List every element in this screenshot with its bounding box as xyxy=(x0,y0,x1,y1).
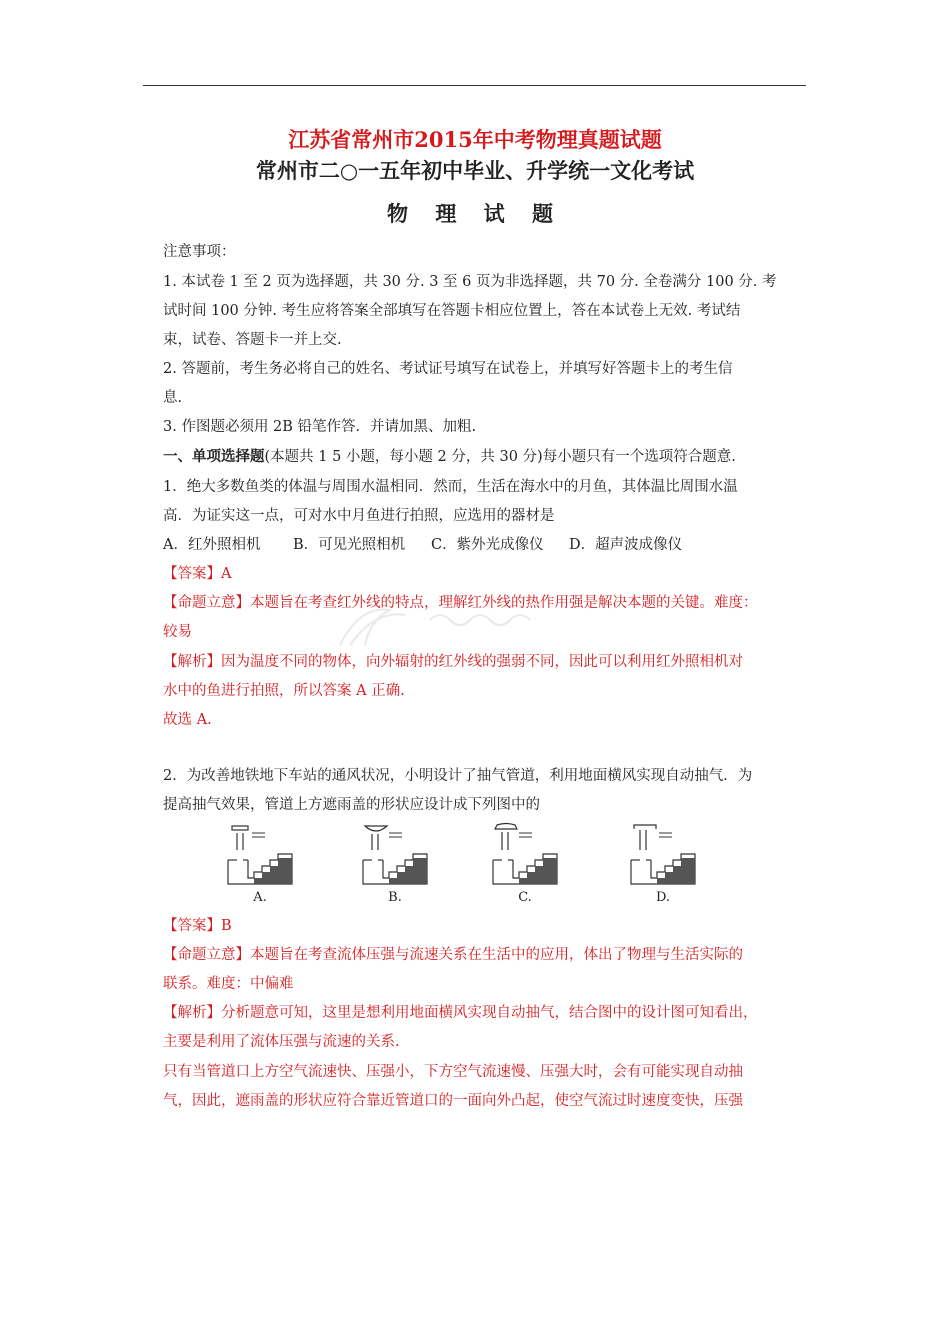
q1-intent-line-2: 较易 xyxy=(163,624,192,640)
q2-line-1: 2．为改善地铁地下车站的通风状况，小明设计了抽气管道，利用地面横风实现自动抽气．为 xyxy=(163,768,753,784)
q1-answer: 【答案】A xyxy=(163,566,232,582)
q1-analysis-line-2: 水中的鱼进行拍照，所以答案 A 正确. xyxy=(163,683,405,699)
q2-analysis-line-3: 只有当管道口上方空气流速快、压强小，下方空气流速慢、压强大时，会有可能实现自动抽 xyxy=(163,1064,743,1080)
subject-title: 物 理 试 题 xyxy=(387,201,563,226)
q2-figure-label-d: D. xyxy=(655,890,671,905)
q2-figure-label-c: C. xyxy=(518,890,532,905)
q1-options xyxy=(163,535,763,555)
q1-option-c: C．紫外光成像仪 xyxy=(431,537,544,553)
note-1-line-2: 试时间 100 分钟. 考生应将答案全部填写在答题卡相应位置上，答在本试卷上无效. 考试结 xyxy=(163,303,741,319)
q2-figure-label-a: A. xyxy=(253,890,267,905)
q2-intent-line-2: 联系。难度：中偏难 xyxy=(163,976,294,992)
watermark-logo xyxy=(320,600,570,650)
q1-line-1: 1．绝大多数鱼类的体温与周围水温相同．然而，生活在海水中的月鱼，其体温比周围水温 xyxy=(163,479,738,495)
note-2-line-1: 2. 答题前，考生务必将自己的姓名、考试证号填写在试卷上，并填写好答题卡上的考生信 xyxy=(163,361,733,377)
q2-analysis-line-1: 【解析】分析题意可知，这里是想利用地面横风实现自动抽气，结合图中的设计图可知看出， xyxy=(163,1005,758,1021)
q1-line-2: 高．为证实这一点，可对水中月鱼进行拍照，应选用的器材是 xyxy=(163,508,555,524)
q2-line-2: 提高抽气效果，管道上方遮雨盖的形状应设计成下列图中的 xyxy=(163,797,540,813)
note-1-line-3: 束，试卷、答题卡一并上交. xyxy=(163,332,342,348)
q1-option-a: A．红外照相机 xyxy=(163,537,261,553)
duct-diagram-d xyxy=(623,820,703,890)
q1-conclusion: 故选 A. xyxy=(163,712,212,728)
q2-analysis-line-2: 主要是利用了流体压强与流速的关系. xyxy=(163,1034,400,1050)
main-title: 常州市二○一五年初中毕业、升学统一文化考试 xyxy=(255,158,695,183)
note-3: 3. 作图题必须用 2B 铅笔作答．并请加黑、加粗. xyxy=(163,419,477,435)
q2-intent-line-1: 【命题立意】本题旨在考查流体压强与流速关系在生活中的应用，体出了物理与生活实际的 xyxy=(163,947,743,963)
red-title: 江苏省常州市2015年中考物理真题试题 xyxy=(288,127,662,152)
section-heading-rest: (本题共 1 5 小题，每小题 2 分，共 30 分)每小题只有一个选项符合题意. xyxy=(264,449,736,465)
note-1-line-1: 1. 本试卷 1 至 2 页为选择题，共 30 分. 3 至 6 页为非选择题，共 70 分. 全卷满分 100 分. 考 xyxy=(163,274,777,290)
note-2-line-2: 息. xyxy=(163,390,183,406)
q2-figure-b xyxy=(355,820,435,910)
section-heading xyxy=(163,447,763,467)
section-heading-bold: 一、单项选择题 xyxy=(163,448,265,465)
q2-figure-d xyxy=(623,820,703,910)
q2-analysis-line-4: 气，因此，遮雨盖的形状应符合靠近管道口的一面向外凸起，使空气流过时速度变快，压强 xyxy=(163,1093,743,1109)
notes-heading: 注意事项： xyxy=(163,244,236,260)
q2-answer: 【答案】B xyxy=(163,918,232,934)
q1-option-b: B．可见光照相机 xyxy=(293,537,406,553)
duct-diagram-a xyxy=(220,820,300,890)
q1-analysis-line-1: 【解析】因为温度不同的物体，向外辐射的红外线的强弱不同，因此可以利用红外照相机对 xyxy=(163,654,743,670)
q1-option-d: D．超声波成像仪 xyxy=(569,537,683,553)
q2-figure-c xyxy=(485,820,565,910)
header-rule xyxy=(143,85,806,86)
q1-intent-line-1: 【命题立意】本题旨在考查红外线的特点，理解红外线的热作用强是解决本题的关键。难度： xyxy=(163,595,758,611)
q2-figures xyxy=(215,820,715,910)
duct-diagram-b xyxy=(355,820,435,890)
duct-diagram-c xyxy=(485,820,565,890)
q2-figure-label-b: B. xyxy=(388,890,402,905)
q2-figure-a xyxy=(220,820,300,910)
